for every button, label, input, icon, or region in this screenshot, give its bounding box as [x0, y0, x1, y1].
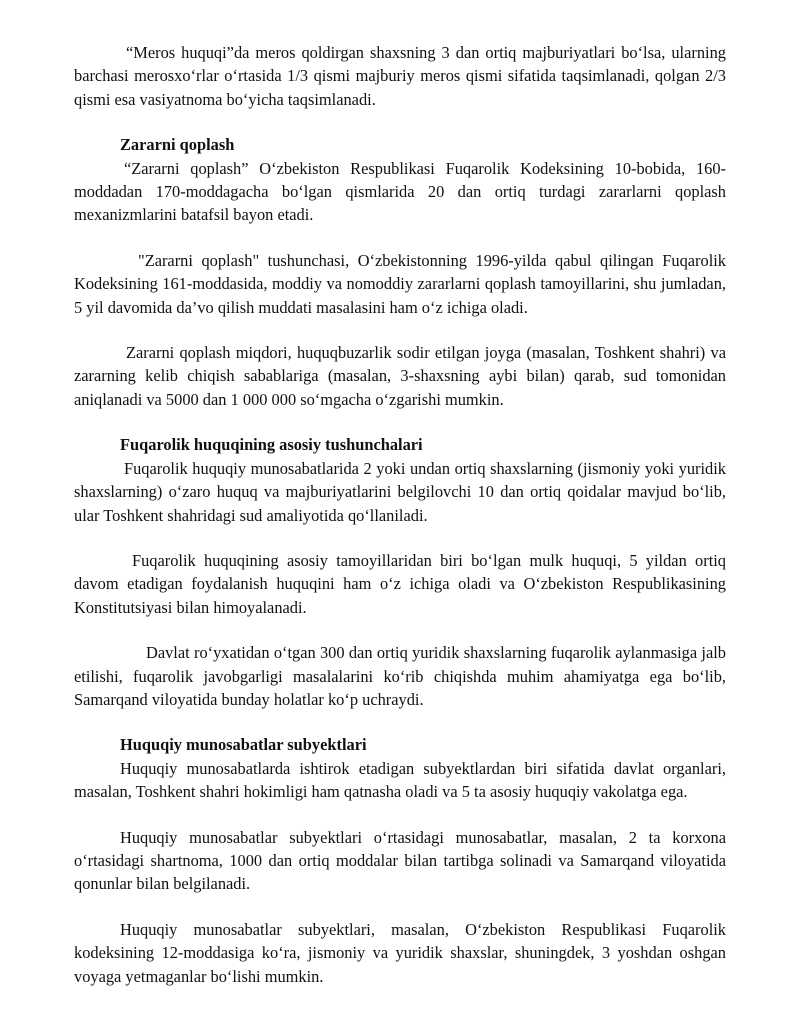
- paragraph-meros-huquqi: “Meros huquqi”da meros qoldirgan shaxsning 3 dan ortiq majburiyatlari bo‘lsa, ularning barchasi merosxo‘rlar o‘rtasida 1/3 qismi majburiy meros qismi sifatida taqsimlanadi, qolgan 2/3 qismi esa vasiyatnoma bo‘yicha taqsimlanadi.: [74, 43, 726, 109]
- paragraph-zararni-qoplash-intro: “Zararni qoplash” O‘zbekiston Respublikasi Fuqarolik Kodeksining 10-bobida, 160-moddadan 170-moddagacha bo‘lgan qismlarida 20 dan ortiq turdagi zararlarni qoplash mexanizmlarini batafsil bayon etadi.: [74, 158, 726, 225]
- heading-huquqiy-subyektlar: Huquqiy munosabatlar subyektlari: [120, 735, 367, 755]
- paragraph-zararni-qoplash-miqdori: Zararni qoplash miqdori, huquqbuzarlik sodir etilgan joyga (masalan, Toshkent shahri) va zararning kelib chiqish sabablariga (masalan, 3-shaxsning aybi bilan) qarab, sud tomonidan aniqlanadi va 5000 dan 1 000 000 so‘mgacha o‘zgarishi mumkin.: [74, 343, 726, 409]
- document-page: [74, 41, 726, 988]
- paragraph-subyektlar-shartnoma: Huquqiy munosabatlar subyektlari o‘rtasidagi munosabatlar, masalan, 2 ta korxona o‘rtasidagi shartnoma, 1000 dan ortiq moddalar bilan tartibga solinadi va Samarqand viloyatida qonunlar bilan belgilanadi.: [74, 827, 726, 894]
- paragraph-mulk-huquqi: Fuqarolik huquqining asosiy tamoyillaridan biri bo‘lgan mulk huquqi, 5 yildan ortiq davom etadigan foydalanish huquqini ham o‘z ichiga oladi va O‘zbekiston Respublikasining Konstitutsiyasi bilan himoyalanadi.: [74, 550, 726, 617]
- paragraph-fuqarolik-munosabatlari: Fuqarolik huquqiy munosabatlarida 2 yoki undan ortiq shaxslarning (jismoniy yoki yuridik shaxslarning) o‘zaro huquq va majburiyatlarini belgilovchi 10 dan ortiq qoidalar mavjud bo‘lib, ular Toshkent shahridagi sud amaliyotida qo‘llaniladi.: [74, 458, 726, 525]
- paragraph-subyektlar-shaxslar: Huquqiy munosabatlar subyektlari, masalan, O‘zbekiston Respublikasi Fuqarolik kodeksining 12-moddasiga ko‘ra, jismoniy va yuridik shaxslar, shuningdek, 3 yoshdan oshgan voyaga yetmaganlar bo‘lishi mumkin.: [74, 919, 726, 986]
- heading-fuqarolik-huquqi: Fuqarolik huquqining asosiy tushunchalari: [120, 435, 423, 455]
- heading-zararni-qoplash: Zararni qoplash: [120, 135, 235, 155]
- paragraph-davlat-royxati: Davlat ro‘yxatidan o‘tgan 300 dan ortiq yuridik shaxslarning fuqarolik aylanmasiga jalb etilishi, fuqarolik javobgarligi masalalarini ko‘rib chiqishda muhim ahamiyatga ega bo‘lib, Samarqand viloyatida bunday holatlar ko‘p uchraydi.: [74, 643, 726, 709]
- paragraph-subyektlar-davlat: Huquqiy munosabatlarda ishtirok etadigan subyektlardan biri sifatida davlat organlari, masalan, Toshkent shahri hokimligi ham qatnasha oladi va 5 ta asosiy huquqiy vakolatga ega.: [74, 758, 726, 802]
- paragraph-zararni-qoplash-tushunchasi: "Zararni qoplash" tushunchasi, O‘zbekistonning 1996-yilda qabul qilingan Fuqarolik Kodeksining 161-moddasida, moddiy va nomoddiy zararlarni qoplash tamoyillarini, shu jumladan, 5 yil davomida da’vo qilish muddati masalasini ham o‘z ichiga oladi.: [74, 250, 726, 317]
